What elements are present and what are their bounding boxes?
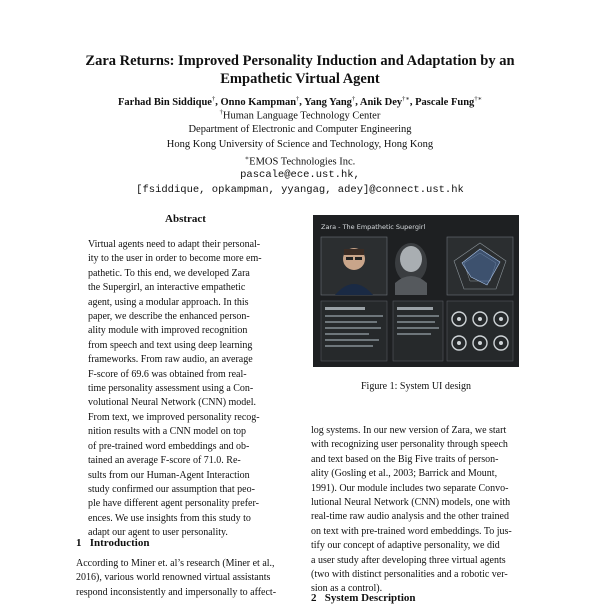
abstract-line: nition results with a CNN model on top (88, 426, 247, 438)
figure-caption: Figure 1: System UI design (361, 381, 471, 392)
abstract-line: ity to the user in order to become more em- (88, 253, 262, 265)
abstract-line: ality module with improved recognition (88, 325, 248, 337)
body-line: ality (Gosling et al., 2003; Barrick and Mount, (311, 468, 498, 480)
abstract-heading: Abstract (165, 213, 206, 225)
section-1-heading: 1 Introduction (76, 537, 150, 549)
body-line: with recognizing user personality through speech (311, 439, 508, 451)
body-line: a user study after developing three virtual agents (311, 554, 506, 566)
section-2-heading: 2 System Description (311, 592, 416, 604)
abstract-line: from speech and text using deep learning (88, 339, 253, 351)
affiliation-company: ∗EMOS Technologies Inc. (244, 155, 356, 168)
right-column-body (311, 424, 525, 597)
abstract-line: the Supergirl, an interactive empathetic (88, 282, 246, 294)
abstract-line: time personality assessment using a Con- (88, 383, 254, 395)
affiliation-lab: †Human Language Technology Center (219, 109, 381, 122)
abstract-line: frameworks. From raw audio, an average (88, 354, 253, 366)
paper-title (0, 52, 600, 88)
affiliation-dept: Department of Electronic and Computer Engineering (188, 124, 412, 135)
section-1-body (76, 557, 297, 600)
abstract-line: tained an average F-score of 71.0. Re- (88, 455, 241, 467)
abstract-line: pathetic. To this end, we developed Zara (88, 267, 250, 279)
author-list: Farhad Bin Siddique†, Onno Kampman†, Yang Yang†, Anik Dey†∗, Pascale Fung†∗ (118, 95, 482, 108)
author: Onno Kampman† (220, 95, 300, 108)
body-line: log systems. In our new version of Zara, we start (311, 425, 507, 436)
abstract-line: agent, using a modular approach. In this (88, 296, 249, 308)
abstract-line: of pre-trained word embeddings and ob- (88, 440, 250, 452)
author: Pascale Fung†∗ (415, 95, 482, 108)
author: Farhad Bin Siddique† (118, 95, 216, 108)
avatar-face-icon (400, 246, 422, 272)
title-line-2: Empathetic Virtual Agent (220, 71, 380, 87)
email-line-2: [fsiddique, opkampman, yyangag, adey]@connect.ust.hk (136, 184, 464, 196)
system-ui-figure (313, 215, 519, 367)
body-line: tify our concept of adaptive personality, we did (311, 540, 500, 552)
author: Anik Dey†∗ (359, 95, 410, 108)
body-line: on text with pre-trained word embeddings. To jus- (311, 525, 512, 537)
abstract-line: sults from our Human-Agent Interaction (88, 469, 250, 481)
abstract-line: From text, we improved personality recog- (88, 411, 260, 423)
screen-title: Zara - The Empathetic Supergirl (321, 223, 426, 231)
abstract-body (88, 238, 284, 541)
abstract-line: ences. We use insights from this study to (88, 512, 251, 524)
body-line: 1991). Our module includes two separate Convo- (311, 482, 509, 494)
abstract-line: study confirmed our assumption that peo- (88, 483, 255, 495)
body-line: (two with distinct personalities and a robotic ver- (311, 569, 508, 581)
body-line: and text based on the Big Five traits of person- (311, 453, 499, 465)
abstract-line: adapt our agent to user personality. (88, 527, 228, 539)
affiliation-university: Hong Kong University of Science and Technology, Hong Kong (166, 139, 434, 150)
body-line: lutional Neural Network (CNN) models, one with (311, 497, 511, 509)
author: Yang Yang† (304, 95, 356, 108)
intro-line: 2016), various world renowned virtual assistants (76, 572, 271, 584)
body-line: sion as a control). (311, 583, 383, 595)
abstract-line: F-score of 69.6 was obtained from real- (88, 368, 247, 380)
body-line: real-time raw audio analysis and the other trained (311, 511, 509, 523)
abstract-line: paper, we describe the enhanced person- (88, 311, 250, 323)
abstract-line: Virtual agents need to adapt their personal- (88, 239, 261, 250)
abstract-line: volutional Neural Network (CNN) model. (88, 397, 257, 409)
email-line-1: pascale@ece.ust.hk, (240, 169, 360, 181)
intro-line: respond inconsistently and impersonally to affect- (76, 586, 277, 598)
abstract-line: ple have different agent personality prefer- (88, 498, 259, 510)
system-ui-screenshot (313, 215, 519, 367)
title-line-1: Zara Returns: Improved Personality Induction and Adaptation by an (85, 53, 515, 69)
intro-line: According to Miner et. al’s research (Miner et al., (76, 558, 275, 569)
